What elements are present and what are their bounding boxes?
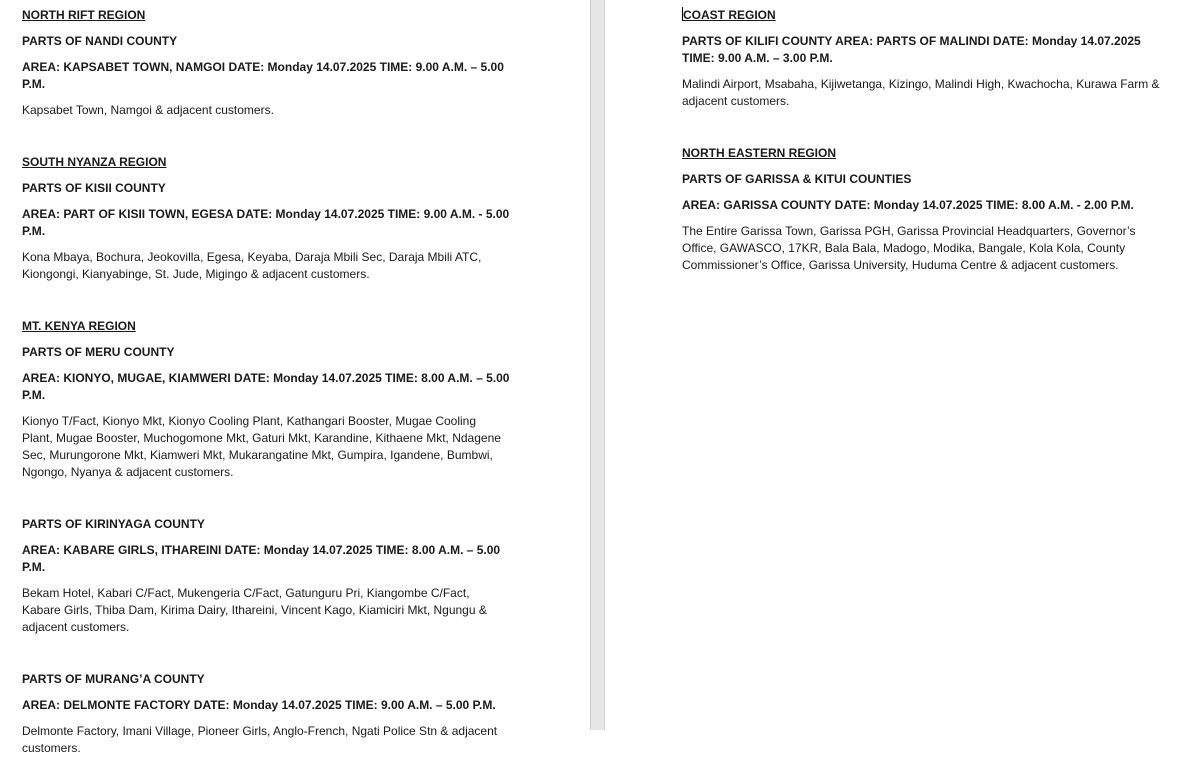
affected-customers: Kionyo T/Fact, Kionyo Mkt, Kionyo Cooling Plant, Kathangari Booster, Mugae Cooling Plant, Mugae Booster, Muchogomone Mkt, Gaturi Mkt, Karandine, Kithaene Mkt, Ndagene Sec, Murungorone Mkt, Kiamweri Mkt, Mukarangatine Mkt, Gumpira, Igandene, Bumbwi, Ngongo, Nyanya & adjacent customers.: [22, 414, 501, 479]
county-heading: PARTS OF GARISSA & KITUI COUNTIES: [682, 172, 912, 186]
north-rift-section: [22, 7, 510, 119]
area-schedule: AREA: KIONYO, MUGAE, KIAMWERI DATE: Monday 14.07.2025 TIME: 8.00 A.M. – 5.00 P.M.: [22, 371, 510, 402]
mt-kenya-meru-section: [22, 318, 510, 481]
affected-customers: The Entire Garissa Town, Garissa PGH, Garissa Provincial Headquarters, Governor’s Office, GAWASCO, 17KR, Bala Bala, Madogo, Modika, Bangale, Kola Kola, County Commissioner’s Office, Garissa University, Huduma Centre & adjacent customers.: [682, 224, 1136, 272]
area-schedule: AREA: PART OF KISII TOWN, EGESA DATE: Monday 14.07.2025 TIME: 9.00 A.M. - 5.00 P.M.: [22, 207, 510, 238]
coast-section: [682, 7, 1172, 110]
area-schedule: PARTS OF KILIFI COUNTY AREA: PARTS OF MALINDI DATE: Monday 14.07.2025 TIME: 9.00 A.M. – 3.00 P.M.: [682, 34, 1141, 65]
document-page-right: [605, 0, 1200, 730]
affected-customers: Kona Mbaya, Bochura, Jeokovilla, Egesa, Keyaba, Daraja Mbili Sec, Daraja Mbili ATC, Kiongongi, Kianyabinge, St. Jude, Migingo & adjacent customers.: [22, 250, 482, 281]
right-page-content: [682, 7, 1172, 274]
affected-customers: Bekam Hotel, Kabari C/Fact, Mukengeria C/Fact, Gatunguru Pri, Kiangombe C/Fact, Kabare Girls, Thiba Dam, Kirima Dairy, Ithareini, Vincent Kago, Kiamiciri Mkt, Ngungu & adjacent customers.: [22, 586, 487, 634]
kirinyaga-section: [22, 516, 510, 636]
north-eastern-section: [682, 145, 1172, 274]
region-heading-text: COAST REGION: [683, 8, 776, 22]
affected-customers: Kapsabet Town, Namgoi & adjacent customers.: [22, 103, 274, 117]
page-gutter: [590, 0, 605, 730]
muranga-section: [22, 671, 510, 757]
county-heading: PARTS OF MERU COUNTY: [22, 345, 175, 359]
south-nyanza-section: [22, 154, 510, 283]
affected-customers: Delmonte Factory, Imani Village, Pioneer Girls, Anglo-French, Ngati Police Stn & adjacent customers.: [22, 724, 498, 755]
area-schedule: AREA: KABARE GIRLS, ITHAREINI DATE: Monday 14.07.2025 TIME: 8.00 A.M. – 5.00 P.M.: [22, 543, 501, 574]
region-heading: NORTH EASTERN REGION: [682, 146, 837, 160]
region-heading: MT. KENYA REGION: [22, 319, 136, 333]
area-schedule: AREA: DELMONTE FACTORY DATE: Monday 14.07.2025 TIME: 9.00 A.M. – 5.00 P.M.: [22, 698, 496, 712]
county-heading: PARTS OF KIRINYAGA COUNTY: [22, 517, 205, 531]
document-page-left: [0, 0, 590, 755]
county-heading: PARTS OF KISII COUNTY: [22, 181, 166, 195]
area-schedule: AREA: KAPSABET TOWN, NAMGOI DATE: Monday 14.07.2025 TIME: 9.00 A.M. – 5.00 P.M.: [22, 60, 504, 91]
area-schedule: AREA: GARISSA COUNTY DATE: Monday 14.07.2025 TIME: 8.00 A.M. - 2.00 P.M.: [682, 198, 1134, 212]
left-page-content: [22, 7, 510, 757]
county-heading: PARTS OF MURANG’A COUNTY: [22, 672, 205, 686]
affected-customers: Malindi Airport, Msabaha, Kijiwetanga, Kizingo, Malindi High, Kwachocha, Kurawa Farm & adjacent customers.: [682, 77, 1160, 108]
region-heading: SOUTH NYANZA REGION: [22, 155, 167, 169]
region-heading[interactable]: [682, 7, 1172, 24]
county-heading: PARTS OF NANDI COUNTY: [22, 34, 178, 48]
region-heading: NORTH RIFT REGION: [22, 8, 146, 22]
